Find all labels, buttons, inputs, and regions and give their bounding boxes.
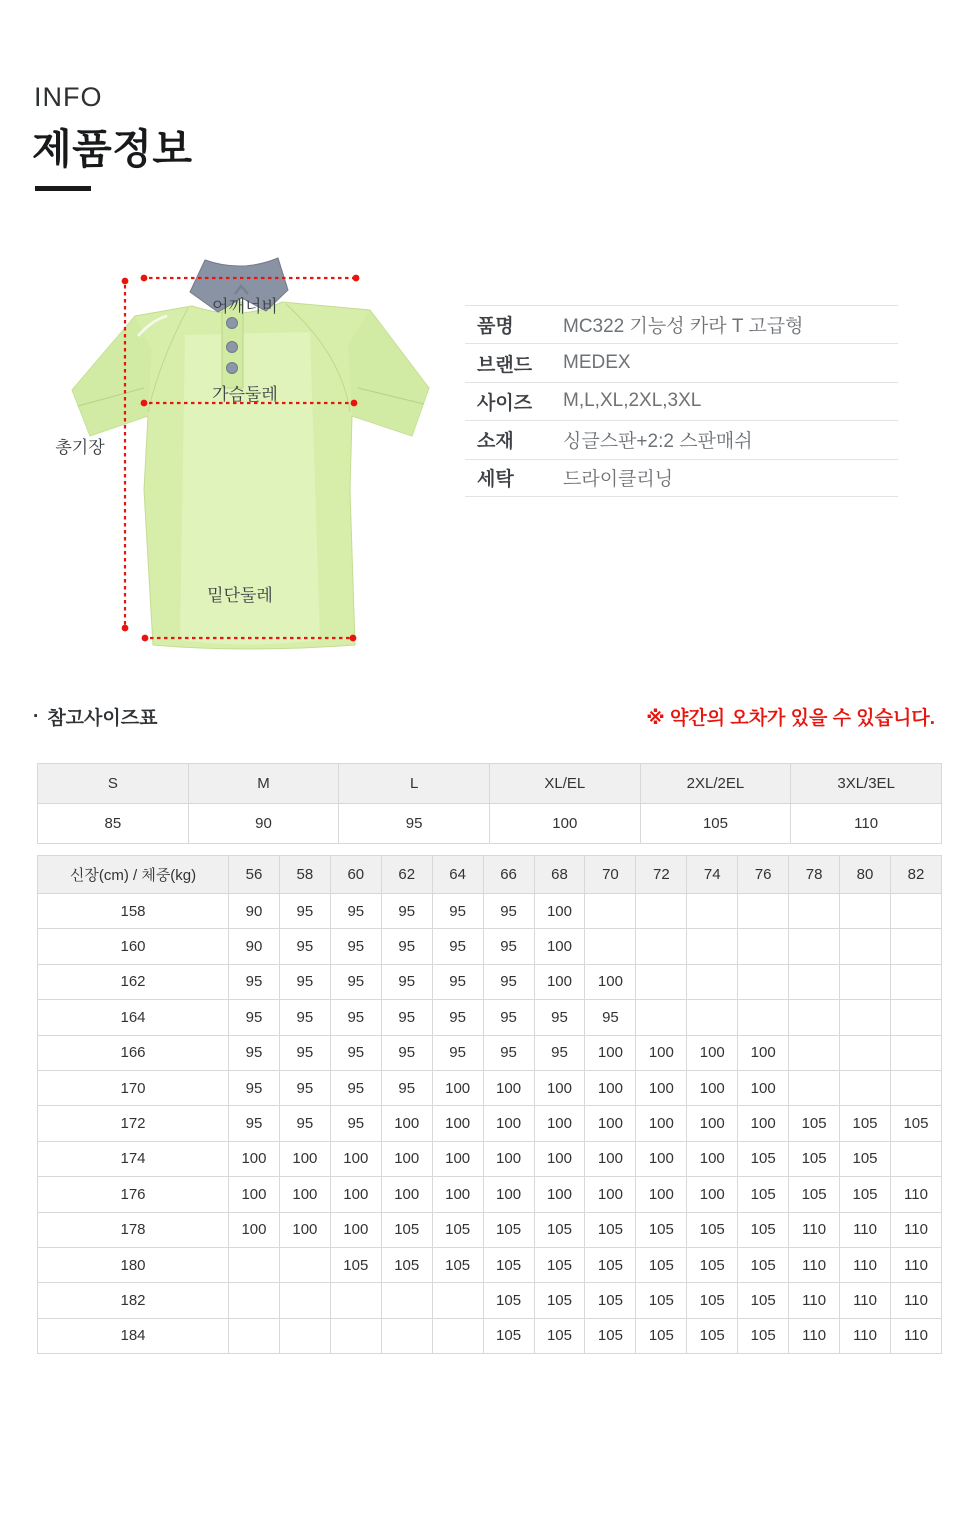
fit-weight-header-cell: 78 (789, 856, 840, 894)
fit-size-cell: 95 (279, 1070, 330, 1105)
size-table-title-text: 참고사이즈표 (47, 708, 158, 729)
fit-size-cell: 100 (279, 1177, 330, 1212)
info-eyebrow: INFO (34, 82, 103, 112)
fit-table-row (38, 964, 942, 999)
fit-size-cell (687, 894, 738, 929)
fit-size-cell: 95 (330, 1070, 381, 1105)
fit-size-cell: 105 (483, 1247, 534, 1282)
fit-size-cell: 95 (432, 964, 483, 999)
fit-size-cell: 100 (330, 1141, 381, 1176)
fit-size-cell: 100 (585, 1177, 636, 1212)
fit-weight-header-cell: 60 (330, 856, 381, 894)
fit-size-cell: 95 (483, 964, 534, 999)
fit-size-cell: 100 (534, 1070, 585, 1105)
size-table-body (38, 804, 942, 844)
size-header-cell: XL/EL (489, 764, 640, 804)
fit-size-cell: 95 (229, 1070, 280, 1105)
fit-size-cell (432, 1283, 483, 1318)
fit-size-cell: 105 (534, 1212, 585, 1247)
spec-table (465, 305, 898, 497)
fit-size-cell: 105 (534, 1318, 585, 1353)
spec-row-material (465, 420, 898, 458)
fit-height-cell: 158 (38, 894, 229, 929)
fit-size-cell: 100 (432, 1177, 483, 1212)
fit-height-cell: 178 (38, 1212, 229, 1247)
fit-weight-header-cell: 74 (687, 856, 738, 894)
fit-size-cell: 105 (432, 1247, 483, 1282)
fit-table-row (38, 1106, 942, 1141)
spec-value: MEDEX (563, 352, 631, 374)
fit-size-cell: 95 (229, 1106, 280, 1141)
fit-height-cell: 162 (38, 964, 229, 999)
fit-size-cell (840, 1035, 891, 1070)
fit-size-cell (330, 1283, 381, 1318)
fit-size-cell (890, 964, 941, 999)
fit-size-cell: 95 (279, 964, 330, 999)
fit-size-cell (890, 1035, 941, 1070)
spec-label: 사이즈 (477, 392, 533, 414)
fit-weight-header-cell: 80 (840, 856, 891, 894)
fit-size-cell: 105 (738, 1141, 789, 1176)
spec-row-product-name (465, 305, 898, 343)
fit-size-cell: 110 (890, 1247, 941, 1282)
fit-size-cell: 105 (585, 1247, 636, 1282)
fit-height-cell: 166 (38, 1035, 229, 1070)
fit-size-cell: 90 (229, 929, 280, 964)
total-length-label: 총기장 (55, 438, 105, 457)
tolerance-note: ※ 약간의 오차가 있을 수 있습니다. (646, 708, 935, 729)
fit-size-cell: 95 (483, 1000, 534, 1035)
fit-size-cell (636, 964, 687, 999)
fit-size-cell (381, 1318, 432, 1353)
fit-size-cell: 100 (687, 1035, 738, 1070)
fit-size-cell: 105 (738, 1283, 789, 1318)
fit-size-cell: 100 (534, 894, 585, 929)
fit-size-cell: 110 (890, 1283, 941, 1318)
fit-table-row (38, 1177, 942, 1212)
fit-size-cell: 95 (330, 894, 381, 929)
fit-table-head (38, 856, 942, 894)
spec-row-size (465, 382, 898, 420)
spec-label: 소재 (477, 431, 514, 453)
fit-size-cell: 105 (738, 1212, 789, 1247)
fit-table-row (38, 1283, 942, 1318)
fit-size-cell: 95 (432, 929, 483, 964)
fit-size-cell: 95 (381, 1000, 432, 1035)
fit-height-cell: 174 (38, 1141, 229, 1176)
fit-size-cell: 105 (636, 1247, 687, 1282)
size-header-cell: L (339, 764, 490, 804)
fit-weight-header-cell: 72 (636, 856, 687, 894)
fit-size-cell (890, 1070, 941, 1105)
fit-size-cell: 100 (229, 1177, 280, 1212)
fit-weight-header-cell: 68 (534, 856, 585, 894)
size-value-cell: 110 (791, 804, 942, 844)
fit-size-cell (840, 894, 891, 929)
fit-size-cell (890, 1000, 941, 1035)
fit-size-cell (890, 929, 941, 964)
fit-size-cell: 95 (432, 894, 483, 929)
fit-size-cell (840, 929, 891, 964)
fit-size-cell (229, 1283, 280, 1318)
fit-size-cell: 100 (534, 1177, 585, 1212)
fit-table-header-row (38, 856, 942, 894)
fit-size-cell: 105 (636, 1318, 687, 1353)
fit-size-cell: 110 (840, 1318, 891, 1353)
fit-size-cell: 95 (483, 1035, 534, 1070)
fit-size-cell: 105 (840, 1141, 891, 1176)
fit-weight-header-cell: 62 (381, 856, 432, 894)
right-sleeve-mesh (348, 310, 429, 436)
fit-size-cell (738, 929, 789, 964)
fit-size-cell (789, 964, 840, 999)
fit-table-row (38, 1318, 942, 1353)
title-underline (35, 186, 91, 191)
fit-weight-header-cell: 66 (483, 856, 534, 894)
fit-weight-header-cell: 64 (432, 856, 483, 894)
fit-size-cell: 95 (229, 1000, 280, 1035)
fit-weight-header-cell: 58 (279, 856, 330, 894)
fit-size-cell: 105 (840, 1106, 891, 1141)
fit-weight-header-cell: 70 (585, 856, 636, 894)
fit-size-cell: 105 (687, 1318, 738, 1353)
fit-size-cell (738, 1000, 789, 1035)
fit-size-cell: 100 (279, 1141, 330, 1176)
fit-size-cell: 100 (687, 1106, 738, 1141)
fit-height-cell: 180 (38, 1247, 229, 1282)
fit-size-cell: 100 (636, 1106, 687, 1141)
fit-size-cell (738, 964, 789, 999)
fit-size-cell (789, 1070, 840, 1105)
button-3 (227, 363, 238, 374)
fit-size-cell: 95 (330, 1106, 381, 1141)
fit-size-cell: 105 (483, 1318, 534, 1353)
fit-size-cell (789, 894, 840, 929)
fit-size-cell: 95 (229, 964, 280, 999)
fit-table-row (38, 1000, 942, 1035)
fit-weight-header-cell: 82 (890, 856, 941, 894)
fit-size-cell (279, 1247, 330, 1282)
fit-size-cell: 110 (789, 1283, 840, 1318)
size-value-cell: 85 (38, 804, 189, 844)
fit-size-cell: 100 (687, 1177, 738, 1212)
chest-girth-label: 가슴둘레 (212, 385, 278, 404)
spec-row-brand (465, 343, 898, 381)
fit-size-cell: 110 (840, 1212, 891, 1247)
size-value-cell: 105 (640, 804, 791, 844)
spec-value: MC322 기능성 카라 T 고급형 (563, 316, 804, 338)
fit-size-cell: 110 (890, 1177, 941, 1212)
fit-size-cell: 100 (738, 1070, 789, 1105)
fit-size-cell: 95 (381, 964, 432, 999)
fit-size-cell: 105 (534, 1283, 585, 1318)
fit-size-cell: 100 (534, 964, 585, 999)
fit-size-cell: 100 (534, 1141, 585, 1176)
fit-size-cell: 100 (585, 1106, 636, 1141)
fit-size-cell: 100 (585, 1070, 636, 1105)
fit-size-cell: 95 (381, 929, 432, 964)
fit-size-cell: 105 (534, 1247, 585, 1282)
fit-size-cell: 100 (483, 1070, 534, 1105)
fit-size-cell: 100 (483, 1177, 534, 1212)
fit-size-cell (585, 894, 636, 929)
fit-size-cell (840, 1070, 891, 1105)
fit-size-cell: 95 (279, 1035, 330, 1070)
fit-size-cell: 105 (789, 1106, 840, 1141)
fit-size-cell: 100 (381, 1106, 432, 1141)
fit-table-row (38, 894, 942, 929)
size-header-cell: M (188, 764, 339, 804)
fit-size-cell: 95 (279, 929, 330, 964)
fit-size-cell: 110 (789, 1318, 840, 1353)
fit-size-cell: 95 (483, 929, 534, 964)
fit-size-cell: 110 (840, 1283, 891, 1318)
fit-size-cell (890, 1141, 941, 1176)
fit-size-cell (789, 1035, 840, 1070)
fit-size-cell: 100 (330, 1212, 381, 1247)
fit-size-cell: 95 (534, 1035, 585, 1070)
measurement-diagram (20, 240, 480, 660)
spec-value: 드라이클리닝 (563, 469, 674, 491)
fit-size-cell: 90 (229, 894, 280, 929)
fit-size-cell: 105 (738, 1247, 789, 1282)
fit-table-row (38, 1212, 942, 1247)
fit-size-cell: 110 (890, 1212, 941, 1247)
size-value-cell: 95 (339, 804, 490, 844)
fit-size-cell: 105 (585, 1212, 636, 1247)
fit-size-cell (687, 1000, 738, 1035)
fit-size-cell (229, 1318, 280, 1353)
size-value-cell: 90 (188, 804, 339, 844)
fit-size-cell: 105 (585, 1318, 636, 1353)
fit-height-cell: 170 (38, 1070, 229, 1105)
fit-size-cell: 100 (534, 1106, 585, 1141)
fit-size-cell (636, 1000, 687, 1035)
fit-size-cell: 95 (279, 1106, 330, 1141)
spec-label: 품명 (477, 316, 514, 338)
button-2 (227, 342, 238, 353)
fit-size-cell: 100 (636, 1035, 687, 1070)
fit-size-cell (890, 894, 941, 929)
fit-size-cell (789, 1000, 840, 1035)
fit-size-cell (687, 929, 738, 964)
fit-size-cell (279, 1318, 330, 1353)
fit-size-cell (229, 1247, 280, 1282)
fit-size-cell: 105 (483, 1212, 534, 1247)
fit-size-cell: 110 (890, 1318, 941, 1353)
fit-height-cell: 164 (38, 1000, 229, 1035)
fit-size-cell: 100 (636, 1141, 687, 1176)
fit-size-cell: 95 (279, 894, 330, 929)
button-1 (227, 318, 238, 329)
fit-weight-header-cell: 56 (229, 856, 280, 894)
fit-size-cell: 105 (585, 1283, 636, 1318)
fit-size-cell (789, 929, 840, 964)
fit-size-cell: 105 (687, 1212, 738, 1247)
fit-size-cell: 100 (483, 1106, 534, 1141)
fit-size-cell (279, 1283, 330, 1318)
bullet-mark: · (33, 705, 40, 727)
fit-size-cell: 95 (330, 1035, 381, 1070)
fit-table-row (38, 1035, 942, 1070)
fit-size-cell: 95 (330, 929, 381, 964)
fit-size-cell: 100 (279, 1212, 330, 1247)
size-section-header (33, 703, 935, 730)
fit-size-cell: 95 (585, 1000, 636, 1035)
spec-label: 브랜드 (477, 354, 533, 376)
fit-size-cell (585, 929, 636, 964)
fit-size-cell: 110 (840, 1247, 891, 1282)
fit-weight-header-cell: 76 (738, 856, 789, 894)
hem-girth-label: 밑단둘레 (207, 586, 273, 605)
fit-corner-cell: 신장(cm) / 체중(kg) (38, 856, 229, 894)
fit-size-cell: 105 (381, 1212, 432, 1247)
size-header-cell: 2XL/2EL (640, 764, 791, 804)
height-weight-table (37, 855, 942, 1354)
fit-size-cell (381, 1283, 432, 1318)
fit-size-cell (687, 964, 738, 999)
fit-size-cell: 95 (534, 1000, 585, 1035)
fit-size-cell: 100 (432, 1141, 483, 1176)
fit-size-cell: 95 (381, 1035, 432, 1070)
fit-size-cell: 100 (687, 1141, 738, 1176)
fit-size-cell (636, 929, 687, 964)
fit-height-cell: 172 (38, 1106, 229, 1141)
fit-height-cell: 184 (38, 1318, 229, 1353)
fit-size-cell: 100 (585, 964, 636, 999)
fit-size-cell: 95 (330, 964, 381, 999)
fit-size-cell (636, 894, 687, 929)
fit-height-cell: 176 (38, 1177, 229, 1212)
spec-value: M,L,XL,2XL,3XL (563, 390, 702, 412)
fit-size-cell: 100 (738, 1035, 789, 1070)
fit-size-cell: 100 (432, 1106, 483, 1141)
fit-size-cell: 100 (229, 1212, 280, 1247)
fit-size-cell (432, 1318, 483, 1353)
fit-size-cell: 105 (840, 1177, 891, 1212)
fit-size-cell: 100 (636, 1070, 687, 1105)
fit-table-row (38, 1141, 942, 1176)
fit-size-cell: 95 (432, 1000, 483, 1035)
fit-size-cell: 105 (738, 1177, 789, 1212)
fit-size-cell: 100 (381, 1141, 432, 1176)
fit-size-cell (330, 1318, 381, 1353)
fit-size-cell (840, 1000, 891, 1035)
fit-size-cell: 105 (687, 1283, 738, 1318)
size-reference-table (37, 763, 942, 844)
fit-size-cell: 95 (381, 894, 432, 929)
size-header-cell: S (38, 764, 189, 804)
fit-size-cell: 100 (432, 1070, 483, 1105)
fit-height-cell: 160 (38, 929, 229, 964)
spec-row-washing (465, 459, 898, 497)
page-title: 제품정보 (32, 126, 193, 172)
spec-value: 싱글스판+2:2 스판매쉬 (563, 431, 753, 453)
fit-size-cell: 105 (789, 1177, 840, 1212)
fit-size-cell: 100 (687, 1070, 738, 1105)
fit-size-cell (840, 964, 891, 999)
fit-size-cell: 105 (636, 1212, 687, 1247)
spec-label: 세탁 (477, 469, 514, 491)
fit-size-cell: 100 (585, 1035, 636, 1070)
fit-size-cell: 95 (432, 1035, 483, 1070)
fit-size-cell: 100 (585, 1141, 636, 1176)
fit-size-cell: 95 (381, 1070, 432, 1105)
size-value-cell: 100 (489, 804, 640, 844)
fit-size-cell: 95 (229, 1035, 280, 1070)
fit-size-cell: 100 (229, 1141, 280, 1176)
fit-size-cell: 95 (330, 1000, 381, 1035)
shoulder-width-label: 어깨너비 (212, 297, 278, 316)
size-table-value-row (38, 804, 942, 844)
fit-size-cell: 100 (738, 1106, 789, 1141)
fit-table-body (38, 894, 942, 1354)
fit-size-cell: 105 (738, 1318, 789, 1353)
fit-size-cell: 105 (432, 1212, 483, 1247)
fit-size-cell: 95 (483, 894, 534, 929)
fit-size-cell: 110 (789, 1247, 840, 1282)
fit-size-cell: 105 (890, 1106, 941, 1141)
fit-size-cell: 100 (330, 1177, 381, 1212)
fit-size-cell: 100 (534, 929, 585, 964)
fit-size-cell: 100 (381, 1177, 432, 1212)
fit-size-cell: 105 (687, 1247, 738, 1282)
size-header-cell: 3XL/3EL (791, 764, 942, 804)
fit-size-cell: 95 (279, 1000, 330, 1035)
fit-table-row (38, 1070, 942, 1105)
fit-size-cell: 105 (789, 1141, 840, 1176)
fit-size-cell: 100 (636, 1177, 687, 1212)
size-table-header-row (38, 764, 942, 804)
fit-size-cell: 110 (789, 1212, 840, 1247)
fit-size-cell: 105 (330, 1247, 381, 1282)
size-table-section-title (33, 703, 157, 730)
fit-size-cell: 100 (483, 1141, 534, 1176)
fit-size-cell: 105 (636, 1283, 687, 1318)
size-table-head (38, 764, 942, 804)
fit-size-cell: 105 (381, 1247, 432, 1282)
fit-table-row (38, 1247, 942, 1282)
fit-size-cell (738, 894, 789, 929)
fit-size-cell: 105 (483, 1283, 534, 1318)
fit-table-row (38, 929, 942, 964)
fit-height-cell: 182 (38, 1283, 229, 1318)
